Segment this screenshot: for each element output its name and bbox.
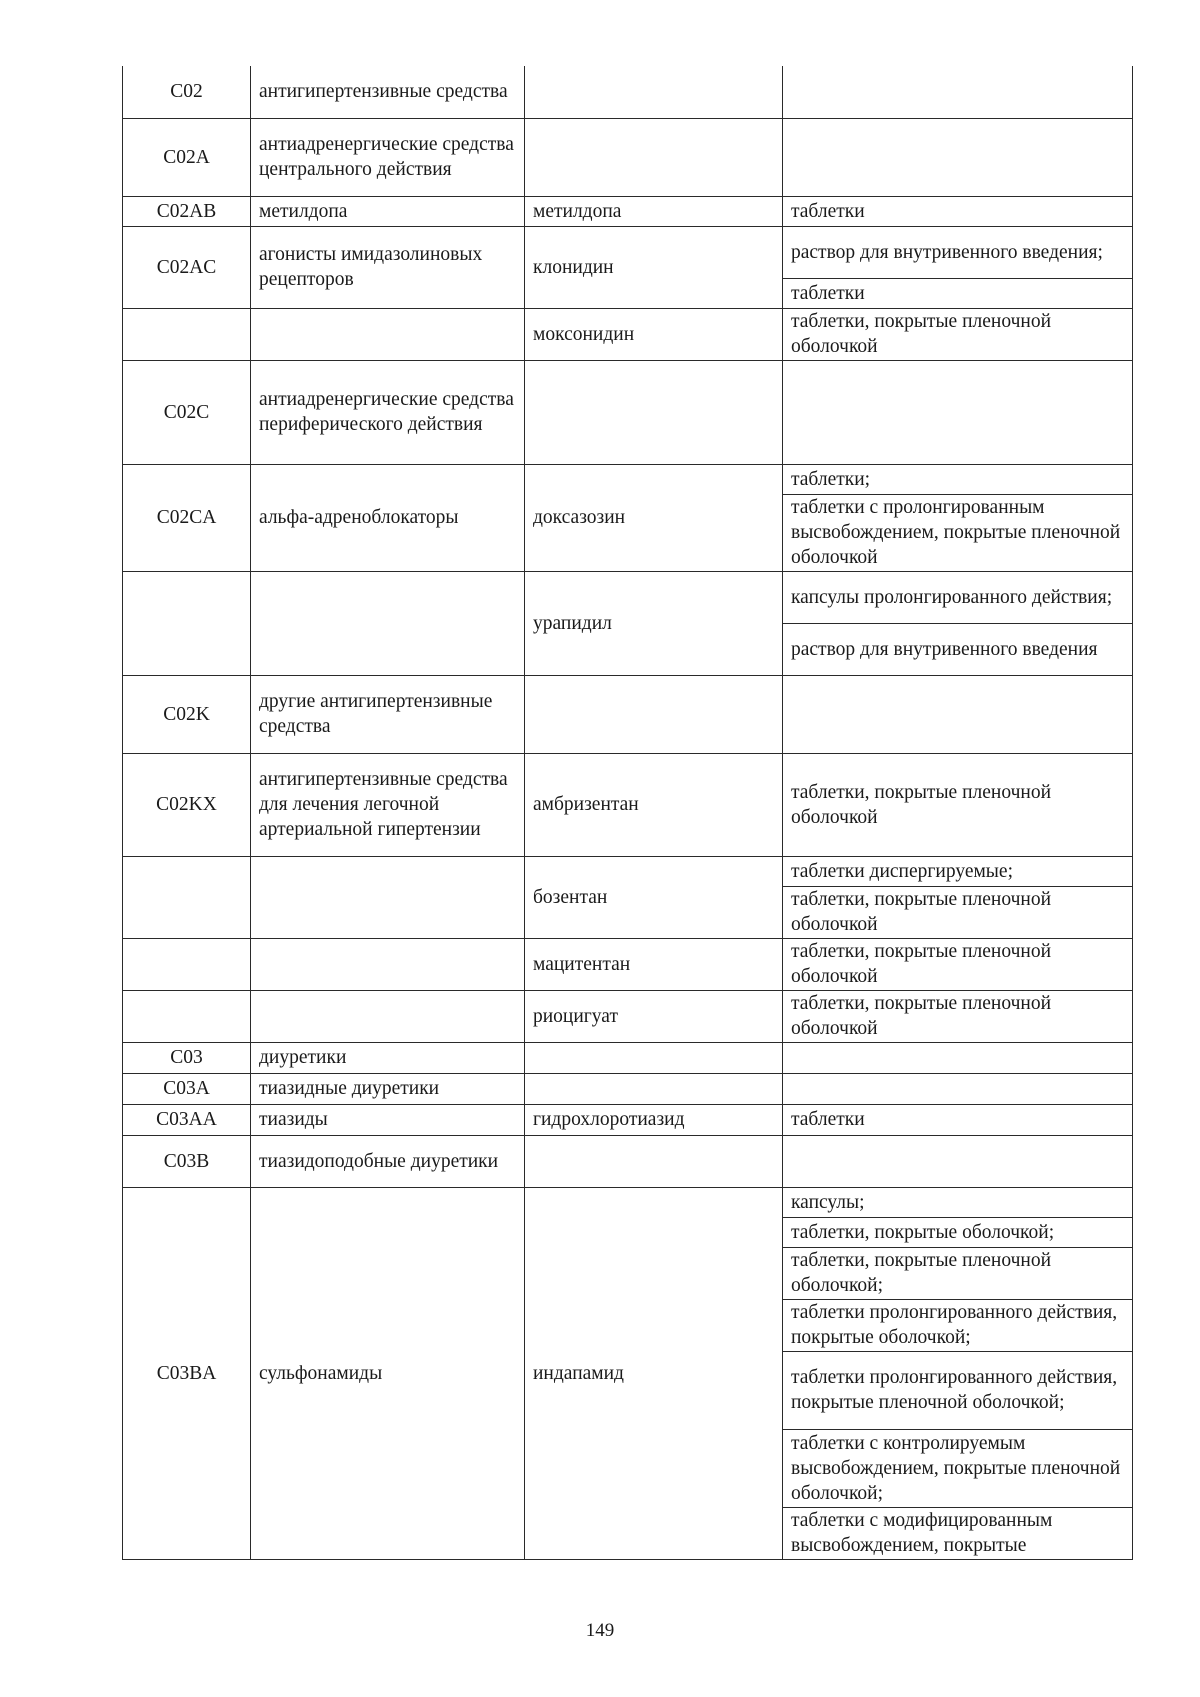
- atc-group-name-cell: метилдопа: [251, 196, 525, 226]
- dosage-form-cell: таблетки: [783, 278, 1133, 308]
- table-row: [123, 360, 1133, 464]
- dosage-form-cell: [783, 1135, 1133, 1187]
- atc-code-cell: C03B: [123, 1135, 251, 1187]
- atc-code-cell: C02CA: [123, 464, 251, 571]
- table-row: [123, 308, 1133, 360]
- dosage-form-cell: [783, 1042, 1133, 1073]
- inn-cell: бозентан: [525, 856, 783, 938]
- atc-group-name-cell: агонисты имидазолиновых рецепторов: [251, 226, 525, 308]
- table-row: [123, 1104, 1133, 1135]
- table-row: [123, 990, 1133, 1042]
- atc-group-name-cell: антигипертензивные средства для лечения легочной артериальной гипертензии: [251, 753, 525, 856]
- table-row: [123, 1073, 1133, 1104]
- atc-group-name-cell: сульфонамиды: [251, 1187, 525, 1559]
- atc-group-name-cell: [251, 571, 525, 675]
- inn-cell: гидрохлоротиазид: [525, 1104, 783, 1135]
- atc-code-cell: [123, 990, 251, 1042]
- dosage-form-cell: таблетки, покрытые пленочной оболочкой: [783, 308, 1133, 360]
- table-row: [123, 66, 1133, 118]
- dosage-form-cell: таблетки диспергируемые;: [783, 856, 1133, 886]
- inn-cell: [525, 675, 783, 753]
- table-row: [123, 571, 1133, 623]
- atc-code-cell: C03AA: [123, 1104, 251, 1135]
- page-number: 149: [585, 1620, 615, 1641]
- atc-code-cell: C02AB: [123, 196, 251, 226]
- table-row: [123, 938, 1133, 990]
- atc-code-cell: C03: [123, 1042, 251, 1073]
- atc-group-name-cell: [251, 990, 525, 1042]
- dosage-form-cell: [783, 675, 1133, 753]
- atc-group-name-cell: [251, 938, 525, 990]
- table-row: [123, 118, 1133, 196]
- dosage-form-cell: таблетки, покрытые пленочной оболочкой: [783, 938, 1133, 990]
- atc-group-name-cell: [251, 856, 525, 938]
- atc-group-name-cell: тиазидные диуретики: [251, 1073, 525, 1104]
- table-row: [123, 1135, 1133, 1187]
- atc-code-cell: [123, 571, 251, 675]
- atc-code-cell: C02C: [123, 360, 251, 464]
- inn-cell: метилдопа: [525, 196, 783, 226]
- atc-code-cell: C02: [123, 66, 251, 118]
- atc-code-cell: C03A: [123, 1073, 251, 1104]
- atc-code-cell: C02AC: [123, 226, 251, 308]
- dosage-form-cell: [783, 118, 1133, 196]
- table-row: [123, 1187, 1133, 1217]
- table-row: [123, 1042, 1133, 1073]
- table-row: [123, 753, 1133, 856]
- dosage-form-cell: раствор для внутривенного введения: [783, 623, 1133, 675]
- inn-cell: [525, 1042, 783, 1073]
- inn-cell: [525, 1073, 783, 1104]
- inn-cell: моксонидин: [525, 308, 783, 360]
- atc-group-name-cell: антиадренергические средства периферического действия: [251, 360, 525, 464]
- dosage-form-cell: таблетки: [783, 196, 1133, 226]
- inn-cell: [525, 360, 783, 464]
- table-row: [123, 196, 1133, 226]
- atc-group-name-cell: антиадренергические средства центрального действия: [251, 118, 525, 196]
- dosage-form-cell: таблетки пролонгированного действия, покрытые пленочной оболочкой;: [783, 1351, 1133, 1429]
- table-row: [123, 226, 1133, 278]
- atc-group-name-cell: диуретики: [251, 1042, 525, 1073]
- dosage-form-cell: таблетки: [783, 1104, 1133, 1135]
- inn-cell: мацитентан: [525, 938, 783, 990]
- dosage-form-cell: таблетки;: [783, 464, 1133, 494]
- dosage-form-cell: таблетки с контролируемым высвобождением, покрытые пленочной оболочкой;: [783, 1429, 1133, 1507]
- dosage-form-cell: капсулы;: [783, 1187, 1133, 1217]
- inn-cell: клонидин: [525, 226, 783, 308]
- atc-group-name-cell: другие антигипертензивные средства: [251, 675, 525, 753]
- dosage-form-cell: [783, 1073, 1133, 1104]
- inn-cell: урапидил: [525, 571, 783, 675]
- inn-cell: доксазозин: [525, 464, 783, 571]
- dosage-form-cell: таблетки, покрытые пленочной оболочкой: [783, 990, 1133, 1042]
- inn-cell: [525, 66, 783, 118]
- atc-group-name-cell: тиазиды: [251, 1104, 525, 1135]
- dosage-form-cell: таблетки с пролонгированным высвобождением, покрытые пленочной оболочкой: [783, 494, 1133, 571]
- atc-code-cell: C02KX: [123, 753, 251, 856]
- atc-group-name-cell: [251, 308, 525, 360]
- table-row: [123, 464, 1133, 494]
- atc-group-name-cell: альфа-адреноблокаторы: [251, 464, 525, 571]
- atc-code-cell: C02A: [123, 118, 251, 196]
- dosage-form-cell: таблетки пролонгированного действия, покрытые оболочкой;: [783, 1299, 1133, 1351]
- drug-table-body: [123, 66, 1133, 1559]
- dosage-form-cell: таблетки, покрытые пленочной оболочкой: [783, 886, 1133, 938]
- inn-cell: риоцигуат: [525, 990, 783, 1042]
- inn-cell: [525, 118, 783, 196]
- inn-cell: амбризентан: [525, 753, 783, 856]
- table-row: [123, 675, 1133, 753]
- dosage-form-cell: таблетки, покрытые оболочкой;: [783, 1217, 1133, 1247]
- dosage-form-cell: таблетки, покрытые пленочной оболочкой: [783, 753, 1133, 856]
- atc-group-name-cell: тиазидоподобные диуретики: [251, 1135, 525, 1187]
- atc-code-cell: C03BA: [123, 1187, 251, 1559]
- dosage-form-cell: капсулы пролонгированного действия;: [783, 571, 1133, 623]
- drug-table: [122, 66, 1133, 1560]
- dosage-form-cell: [783, 360, 1133, 464]
- dosage-form-cell: раствор для внутривенного введения;: [783, 226, 1133, 278]
- dosage-form-cell: таблетки, покрытые пленочной оболочкой;: [783, 1247, 1133, 1299]
- inn-cell: [525, 1135, 783, 1187]
- inn-cell: индапамид: [525, 1187, 783, 1559]
- table-row: [123, 856, 1133, 886]
- dosage-form-cell: [783, 66, 1133, 118]
- drug-classification-sheet: [122, 66, 1132, 1560]
- atc-code-cell: [123, 856, 251, 938]
- atc-code-cell: [123, 308, 251, 360]
- atc-group-name-cell: антигипертензивные средства: [251, 66, 525, 118]
- atc-code-cell: [123, 938, 251, 990]
- atc-code-cell: C02K: [123, 675, 251, 753]
- dosage-form-cell: таблетки с модифицированным высвобождением, покрытые: [783, 1507, 1133, 1559]
